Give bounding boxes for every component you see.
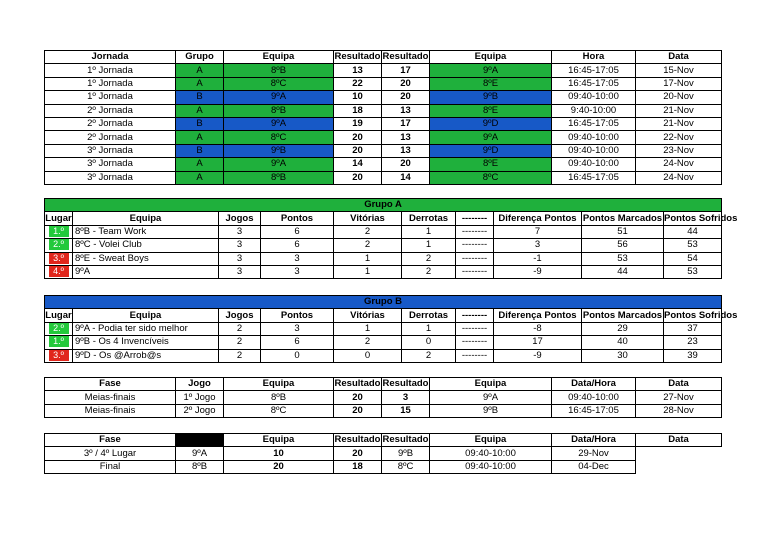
jornada-cell: 3º Jornada xyxy=(45,144,176,157)
schedule-column-header: Equipa xyxy=(224,51,334,64)
standings-column-header: Lugar xyxy=(45,309,72,321)
semis-column-header: Fase xyxy=(45,378,176,391)
standings-column-header: Pontos Sofridos xyxy=(664,309,738,321)
group-b-title: Grupo B xyxy=(45,296,722,309)
grupo-cell: A xyxy=(176,64,224,77)
schedule-row xyxy=(45,131,722,144)
points-scored-cell: 44 xyxy=(582,265,664,278)
grupo-cell: B xyxy=(176,117,224,130)
standings-row xyxy=(45,336,722,349)
standings-column-header: Pontos Marcados xyxy=(582,309,663,321)
home-team-cell: 9ºA xyxy=(176,447,224,460)
games-cell: 3 xyxy=(219,239,261,252)
home-score-cell: 20 xyxy=(334,391,382,404)
away-team-cell: 8ºC xyxy=(382,460,430,473)
standings-column-header: Derrotas xyxy=(402,309,456,322)
hora-cell: 09:40-10:00 xyxy=(552,144,636,157)
game-cell: 2º Jogo xyxy=(176,404,224,417)
date-cell: 20-Nov xyxy=(636,91,722,104)
schedule-row xyxy=(45,91,722,104)
home-team-cell: 9ºA xyxy=(224,91,334,104)
date-cell: 23-Nov xyxy=(636,144,722,157)
schedule-column-header: Data xyxy=(636,51,722,64)
jornada-cell: 3º Jornada xyxy=(45,158,176,171)
losses-cell: 2 xyxy=(402,349,456,362)
losses-cell: 1 xyxy=(402,322,456,335)
away-score-cell: 20 xyxy=(382,91,430,104)
grupo-cell: A xyxy=(176,158,224,171)
losses-cell: 1 xyxy=(402,225,456,238)
standings-column-header: Pontos xyxy=(261,309,334,322)
home-score-cell: 13 xyxy=(334,64,382,77)
standings-column-header: Equipa xyxy=(73,212,219,225)
home-team-cell: 8ºB xyxy=(224,104,334,117)
finals-row xyxy=(45,460,722,473)
semis-body xyxy=(45,391,722,418)
schedule-row xyxy=(45,158,722,171)
away-team-cell: 9ºA xyxy=(430,391,552,404)
group-b-header-row xyxy=(45,309,722,322)
home-team-cell: 8ºB xyxy=(224,64,334,77)
team-name-cell: 8ºB - Team Work xyxy=(73,225,219,238)
point-difference-cell: 7 xyxy=(494,225,582,238)
wins-cell: 2 xyxy=(334,239,402,252)
grupo-cell: A xyxy=(176,171,224,184)
schedule-row xyxy=(45,144,722,157)
rank-badge: 2.º xyxy=(49,239,69,250)
standings-column-header: Jogos xyxy=(219,309,261,322)
rank-cell xyxy=(45,265,73,278)
jornada-cell: 1º Jornada xyxy=(45,77,176,90)
group-a-table xyxy=(44,198,738,279)
separator-cell: -------- xyxy=(456,349,494,362)
points-cell: 6 xyxy=(261,336,334,349)
home-team-cell: 8ºB xyxy=(224,171,334,184)
points-conceded-cell: 44 xyxy=(664,225,722,238)
jornada-cell: 3º Jornada xyxy=(45,171,176,184)
away-team-cell: 9ºA xyxy=(430,64,552,77)
schedule-row xyxy=(45,104,722,117)
standings-column-header: Lugar xyxy=(45,212,72,224)
games-cell: 3 xyxy=(219,225,261,238)
grupo-cell: B xyxy=(176,144,224,157)
home-team-cell: 8ºB xyxy=(176,460,224,473)
losses-cell: 0 xyxy=(402,336,456,349)
wins-cell: 0 xyxy=(334,349,402,362)
home-score-cell: 19 xyxy=(334,117,382,130)
rank-cell xyxy=(45,252,73,265)
wins-cell: 1 xyxy=(334,252,402,265)
date-cell: 24-Nov xyxy=(636,158,722,171)
away-team-cell: 9ºB xyxy=(430,91,552,104)
semis-row xyxy=(45,391,722,404)
home-team-cell: 9ºA xyxy=(224,117,334,130)
away-score-cell: 17 xyxy=(382,117,430,130)
points-cell: 3 xyxy=(261,265,334,278)
standings-column-header: -------- xyxy=(456,309,494,322)
away-team-cell: 8ºC xyxy=(430,171,552,184)
home-score-cell: 20 xyxy=(334,171,382,184)
schedule-column-header: Resultado xyxy=(382,51,429,63)
semis-column-header: Jogo xyxy=(176,378,224,391)
away-score-cell: 13 xyxy=(382,131,430,144)
away-score-cell: 18 xyxy=(334,460,382,473)
rank-badge: 1.º xyxy=(49,226,69,237)
schedule-header-row xyxy=(45,51,722,64)
games-cell: 2 xyxy=(219,336,261,349)
standings-column-header: Pontos xyxy=(261,212,334,225)
standings-row xyxy=(45,225,722,238)
hora-cell: 09:40-10:00 xyxy=(430,460,552,473)
schedule-table xyxy=(44,50,722,185)
hora-cell: 16:45-17:05 xyxy=(552,171,636,184)
semis-column-header: Data xyxy=(636,378,722,391)
rank-cell xyxy=(45,225,73,238)
date-cell: 27-Nov xyxy=(636,391,722,404)
away-score-cell: 13 xyxy=(382,144,430,157)
game-cell: 1º Jogo xyxy=(176,391,224,404)
date-cell: 22-Nov xyxy=(636,131,722,144)
separator-cell: -------- xyxy=(456,252,494,265)
point-difference-cell: -1 xyxy=(494,252,582,265)
away-team-cell: 9ºD xyxy=(430,144,552,157)
wins-cell: 2 xyxy=(334,225,402,238)
date-cell: 24-Nov xyxy=(636,171,722,184)
grupo-cell: B xyxy=(176,91,224,104)
semis-column-header: Resultado xyxy=(334,378,381,390)
date-cell: 15-Nov xyxy=(636,64,722,77)
away-score-cell: 13 xyxy=(382,104,430,117)
separator-cell: -------- xyxy=(456,265,494,278)
points-scored-cell: 51 xyxy=(582,225,664,238)
standings-row xyxy=(45,322,722,335)
schedule-column-header: Hora xyxy=(552,51,636,64)
semis-header-row xyxy=(45,378,722,391)
phase-cell: Meias-finais xyxy=(45,404,176,417)
separator-cell: -------- xyxy=(456,239,494,252)
point-difference-cell: -9 xyxy=(494,349,582,362)
hora-cell: 16:45-17:05 xyxy=(552,117,636,130)
standings-column-header: Pontos Sofridos xyxy=(664,212,738,224)
home-score-cell: 10 xyxy=(334,91,382,104)
team-name-cell: 9ºA - Podia ter sido melhor xyxy=(73,322,219,335)
schedule-row xyxy=(45,64,722,77)
semis-column-header: Equipa xyxy=(224,378,334,391)
points-scored-cell: 29 xyxy=(582,322,664,335)
points-cell: 3 xyxy=(261,252,334,265)
away-team-cell: 9ºB xyxy=(382,447,430,460)
rank-badge: 3.º xyxy=(49,350,69,361)
points-scored-cell: 40 xyxy=(582,336,664,349)
away-team-cell: 9ºB xyxy=(430,404,552,417)
away-team-cell: 8ºE xyxy=(430,77,552,90)
home-team-cell: 8ºC xyxy=(224,131,334,144)
point-difference-cell: -8 xyxy=(494,322,582,335)
standings-column-header: Diferença Pontos xyxy=(494,309,582,322)
semis-column-header: Data/Hora xyxy=(552,378,636,391)
date-cell: 21-Nov xyxy=(636,117,722,130)
jornada-cell: 2º Jornada xyxy=(45,104,176,117)
team-name-cell: 8ºE - Sweat Boys xyxy=(73,252,219,265)
games-cell: 2 xyxy=(219,322,261,335)
finals-body xyxy=(45,447,722,474)
grupo-cell: A xyxy=(176,131,224,144)
point-difference-cell: -9 xyxy=(494,265,582,278)
hora-cell: 9:40-10:00 xyxy=(552,104,636,117)
rank-badge: 3.º xyxy=(49,253,69,264)
semis-row xyxy=(45,404,722,417)
points-conceded-cell: 53 xyxy=(664,265,722,278)
points-cell: 3 xyxy=(261,322,334,335)
group-b-body xyxy=(45,322,722,362)
grupo-cell: A xyxy=(176,104,224,117)
wins-cell: 1 xyxy=(334,265,402,278)
phase-cell: 3º / 4º Lugar xyxy=(45,447,176,460)
date-cell: 29-Nov xyxy=(552,447,636,460)
points-cell: 6 xyxy=(261,225,334,238)
group-a-header-row xyxy=(45,212,722,225)
home-score-cell: 14 xyxy=(334,158,382,171)
away-team-cell: 8ºE xyxy=(430,104,552,117)
rank-badge: 1.º xyxy=(49,336,69,347)
points-scored-cell: 56 xyxy=(582,239,664,252)
standings-column-header: Diferença Pontos xyxy=(494,212,582,225)
wins-cell: 2 xyxy=(334,336,402,349)
points-conceded-cell: 23 xyxy=(664,336,722,349)
schedule-column-header: Resultado xyxy=(334,51,381,63)
date-cell: 04-Dec xyxy=(552,460,636,473)
home-team-cell: 9ºA xyxy=(224,158,334,171)
games-cell: 3 xyxy=(219,265,261,278)
hora-cell: 16:45-17:05 xyxy=(552,64,636,77)
jornada-cell: 1º Jornada xyxy=(45,64,176,77)
standings-row xyxy=(45,349,722,362)
finals-column-header: Equipa xyxy=(430,434,552,447)
losses-cell: 1 xyxy=(402,239,456,252)
team-name-cell: 9ºA xyxy=(73,265,219,278)
schedule-row xyxy=(45,171,722,184)
home-team-cell: 8ºB xyxy=(224,391,334,404)
semis-table xyxy=(44,377,722,418)
rank-badge: 2.º xyxy=(49,323,69,334)
jornada-cell: 2º Jornada xyxy=(45,131,176,144)
blank-header-cell xyxy=(176,434,224,447)
hora-cell: 09:40-10:00 xyxy=(430,447,552,460)
rank-cell xyxy=(45,322,73,335)
finals-column-header: Resultado xyxy=(334,434,381,446)
date-cell: 28-Nov xyxy=(636,404,722,417)
away-team-cell: 9ºA xyxy=(430,131,552,144)
home-score-cell: 20 xyxy=(334,131,382,144)
away-score-cell: 14 xyxy=(382,171,430,184)
schedule-column-header: Equipa xyxy=(430,51,552,64)
home-score-cell: 20 xyxy=(334,404,382,417)
date-cell: 21-Nov xyxy=(636,104,722,117)
points-cell: 0 xyxy=(261,349,334,362)
points-conceded-cell: 37 xyxy=(664,322,722,335)
team-name-cell: 8ºC - Volei Club xyxy=(73,239,219,252)
semis-column-header: Resultado xyxy=(382,378,429,390)
separator-cell: -------- xyxy=(456,336,494,349)
points-scored-cell: 30 xyxy=(582,349,664,362)
rank-cell xyxy=(45,349,73,362)
finals-column-header: Data xyxy=(636,434,722,447)
rank-cell xyxy=(45,336,73,349)
points-conceded-cell: 54 xyxy=(664,252,722,265)
finals-table xyxy=(44,433,722,474)
home-team-cell: 8ºC xyxy=(224,404,334,417)
hora-cell: 16:45-17:05 xyxy=(552,77,636,90)
standings-row xyxy=(45,265,722,278)
games-cell: 3 xyxy=(219,252,261,265)
point-difference-cell: 17 xyxy=(494,336,582,349)
standings-column-header: Derrotas xyxy=(402,212,456,225)
group-a-title: Grupo A xyxy=(45,199,722,212)
rank-cell xyxy=(45,239,73,252)
jornada-cell: 2º Jornada xyxy=(45,117,176,130)
standings-column-header: -------- xyxy=(456,212,494,225)
home-team-cell: 9ºB xyxy=(224,144,334,157)
standings-column-header: Jogos xyxy=(219,212,261,225)
standings-row xyxy=(45,239,722,252)
finals-column-header: Fase xyxy=(45,434,176,447)
losses-cell: 2 xyxy=(402,265,456,278)
hora-cell: 09:40-10:00 xyxy=(552,391,636,404)
hora-cell: 09:40-10:00 xyxy=(552,131,636,144)
away-team-cell: 8ºE xyxy=(430,158,552,171)
finals-column-header: Equipa xyxy=(224,434,334,447)
standings-column-header: Pontos Marcados xyxy=(582,212,663,224)
finals-header-row xyxy=(45,434,722,447)
hora-cell: 09:40-10:00 xyxy=(552,91,636,104)
team-name-cell: 9ºD - Os @Arrob@s xyxy=(73,349,219,362)
separator-cell: -------- xyxy=(456,322,494,335)
grupo-cell: A xyxy=(176,77,224,90)
points-scored-cell: 53 xyxy=(582,252,664,265)
standings-column-header: Vitórias xyxy=(334,212,402,225)
date-cell: 17-Nov xyxy=(636,77,722,90)
standings-row xyxy=(45,252,722,265)
points-cell: 6 xyxy=(261,239,334,252)
point-difference-cell: 3 xyxy=(494,239,582,252)
separator-cell: -------- xyxy=(456,225,494,238)
hora-cell: 16:45-17:05 xyxy=(552,404,636,417)
team-name-cell: 9ºB - Os 4 Invencíveis xyxy=(73,336,219,349)
schedule-row xyxy=(45,77,722,90)
away-team-cell: 9ºD xyxy=(430,117,552,130)
wins-cell: 1 xyxy=(334,322,402,335)
phase-cell: Meias-finais xyxy=(45,391,176,404)
group-a-body xyxy=(45,225,722,279)
games-cell: 2 xyxy=(219,349,261,362)
points-conceded-cell: 39 xyxy=(664,349,722,362)
semis-column-header: Equipa xyxy=(430,378,552,391)
finals-column-header: Data/Hora xyxy=(552,434,636,447)
home-score-cell: 18 xyxy=(334,104,382,117)
away-score-cell: 3 xyxy=(382,391,430,404)
away-score-cell: 15 xyxy=(382,404,430,417)
schedule-body xyxy=(45,64,722,185)
losses-cell: 2 xyxy=(402,252,456,265)
hora-cell: 09:40-10:00 xyxy=(552,158,636,171)
home-score-cell: 20 xyxy=(334,144,382,157)
standings-column-header: Vitórias xyxy=(334,309,402,322)
finals-column-header: Resultado xyxy=(382,434,429,446)
points-conceded-cell: 53 xyxy=(664,239,722,252)
finals-row xyxy=(45,447,722,460)
schedule-row xyxy=(45,117,722,130)
schedule-column-header: Jornada xyxy=(45,51,176,64)
away-score-cell: 17 xyxy=(382,64,430,77)
home-score-cell: 10 xyxy=(224,447,334,460)
phase-cell: Final xyxy=(45,460,176,473)
away-score-cell: 20 xyxy=(334,447,382,460)
jornada-cell: 1º Jornada xyxy=(45,91,176,104)
home-score-cell: 20 xyxy=(224,460,334,473)
standings-column-header: Equipa xyxy=(73,309,219,322)
away-score-cell: 20 xyxy=(382,158,430,171)
rank-badge: 4.º xyxy=(49,266,69,277)
home-team-cell: 8ºC xyxy=(224,77,334,90)
group-b-table xyxy=(44,295,738,363)
away-score-cell: 20 xyxy=(382,77,430,90)
schedule-column-header: Grupo xyxy=(176,51,224,64)
home-score-cell: 22 xyxy=(334,77,382,90)
